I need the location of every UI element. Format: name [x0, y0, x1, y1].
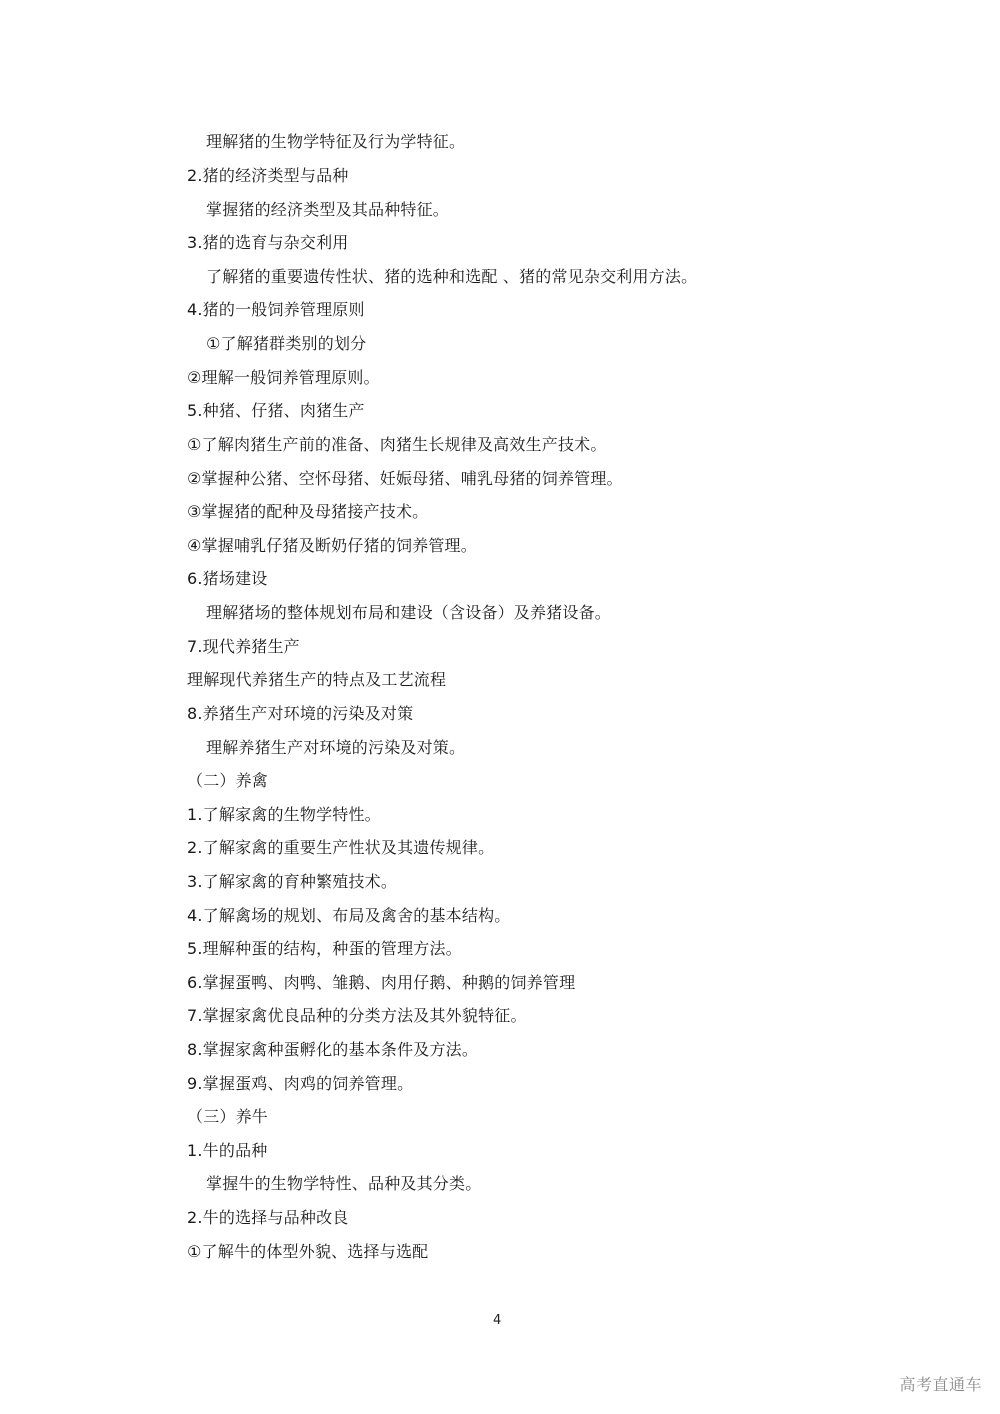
text-line: ①了解牛的体型外貌、选择与选配: [187, 1242, 429, 1261]
text-line: 理解猪的生物学特征及行为学特征。: [206, 132, 466, 151]
watermark: 高考直通车: [899, 1375, 982, 1394]
text-line: 4.了解禽场的规划、布局及禽舍的基本结构。: [187, 906, 511, 925]
text-line: 理解猪场的整体规划布局和建设（含设备）及养猪设备。: [206, 603, 612, 622]
page-number: 4: [493, 1313, 502, 1328]
text-line: 2.了解家禽的重要生产性状及其遗传规律。: [187, 838, 495, 857]
section-heading: 2.牛的选择与品种改良: [187, 1208, 349, 1227]
text-line: 掌握牛的生物学特性、品种及其分类。: [206, 1174, 482, 1193]
text-line: ①了解猪群类别的划分: [206, 334, 367, 353]
subsection-heading: （二）养禽: [187, 771, 269, 790]
text-line: 5.理解种蛋的结构，种蛋的管理方法。: [187, 939, 462, 958]
text-line: 理解养猪生产对环境的污染及对策。: [206, 738, 466, 757]
section-heading: 4.猪的一般饲养管理原则: [187, 300, 365, 319]
text-line: 8.掌握家禽种蛋孵化的基本条件及方法。: [187, 1040, 479, 1059]
section-heading: 1.牛的品种: [187, 1141, 268, 1160]
text-line: 了解猪的重要遗传性状、猪的选种和选配 、猪的常见杂交利用方法。: [206, 267, 698, 286]
section-heading: 5.种猪、仔猪、肉猪生产: [187, 401, 365, 420]
text-line: 7.掌握家禽优良品种的分类方法及其外貌特征。: [187, 1006, 527, 1025]
text-line: ③掌握猪的配种及母猪接产技术。: [187, 502, 429, 521]
text-line: 6.掌握蛋鸭、肉鸭、雏鹅、肉用仔鹅、种鹅的饲养管理: [187, 973, 576, 992]
subsection-heading: （三）养牛: [187, 1107, 269, 1126]
text-line: ②掌握种公猪、空怀母猪、妊娠母猪、哺乳母猪的饲养管理。: [187, 469, 623, 488]
text-line: 3.了解家禽的育种繁殖技术。: [187, 872, 398, 891]
text-line: 1.了解家禽的生物学特性。: [187, 805, 381, 824]
text-line: 9.掌握蛋鸡、肉鸡的饲养管理。: [187, 1074, 414, 1093]
section-heading: 8.养猪生产对环境的污染及对策: [187, 704, 414, 723]
text-line: 掌握猪的经济类型及其品种特征。: [206, 200, 450, 219]
text-line: ①了解肉猪生产前的准备、肉猪生长规律及高效生产技术。: [187, 435, 607, 454]
text-line: ④掌握哺乳仔猪及断奶仔猪的饲养管理。: [187, 536, 477, 555]
text-line: ②理解一般饲养管理原则。: [187, 368, 380, 387]
text-line: 理解现代养猪生产的特点及工艺流程: [187, 670, 447, 689]
section-heading: 7.现代养猪生产: [187, 637, 300, 656]
section-heading: 2.猪的经济类型与品种: [187, 166, 349, 185]
section-heading: 6.猪场建设: [187, 569, 268, 588]
section-heading: 3.猪的选育与杂交利用: [187, 233, 349, 252]
